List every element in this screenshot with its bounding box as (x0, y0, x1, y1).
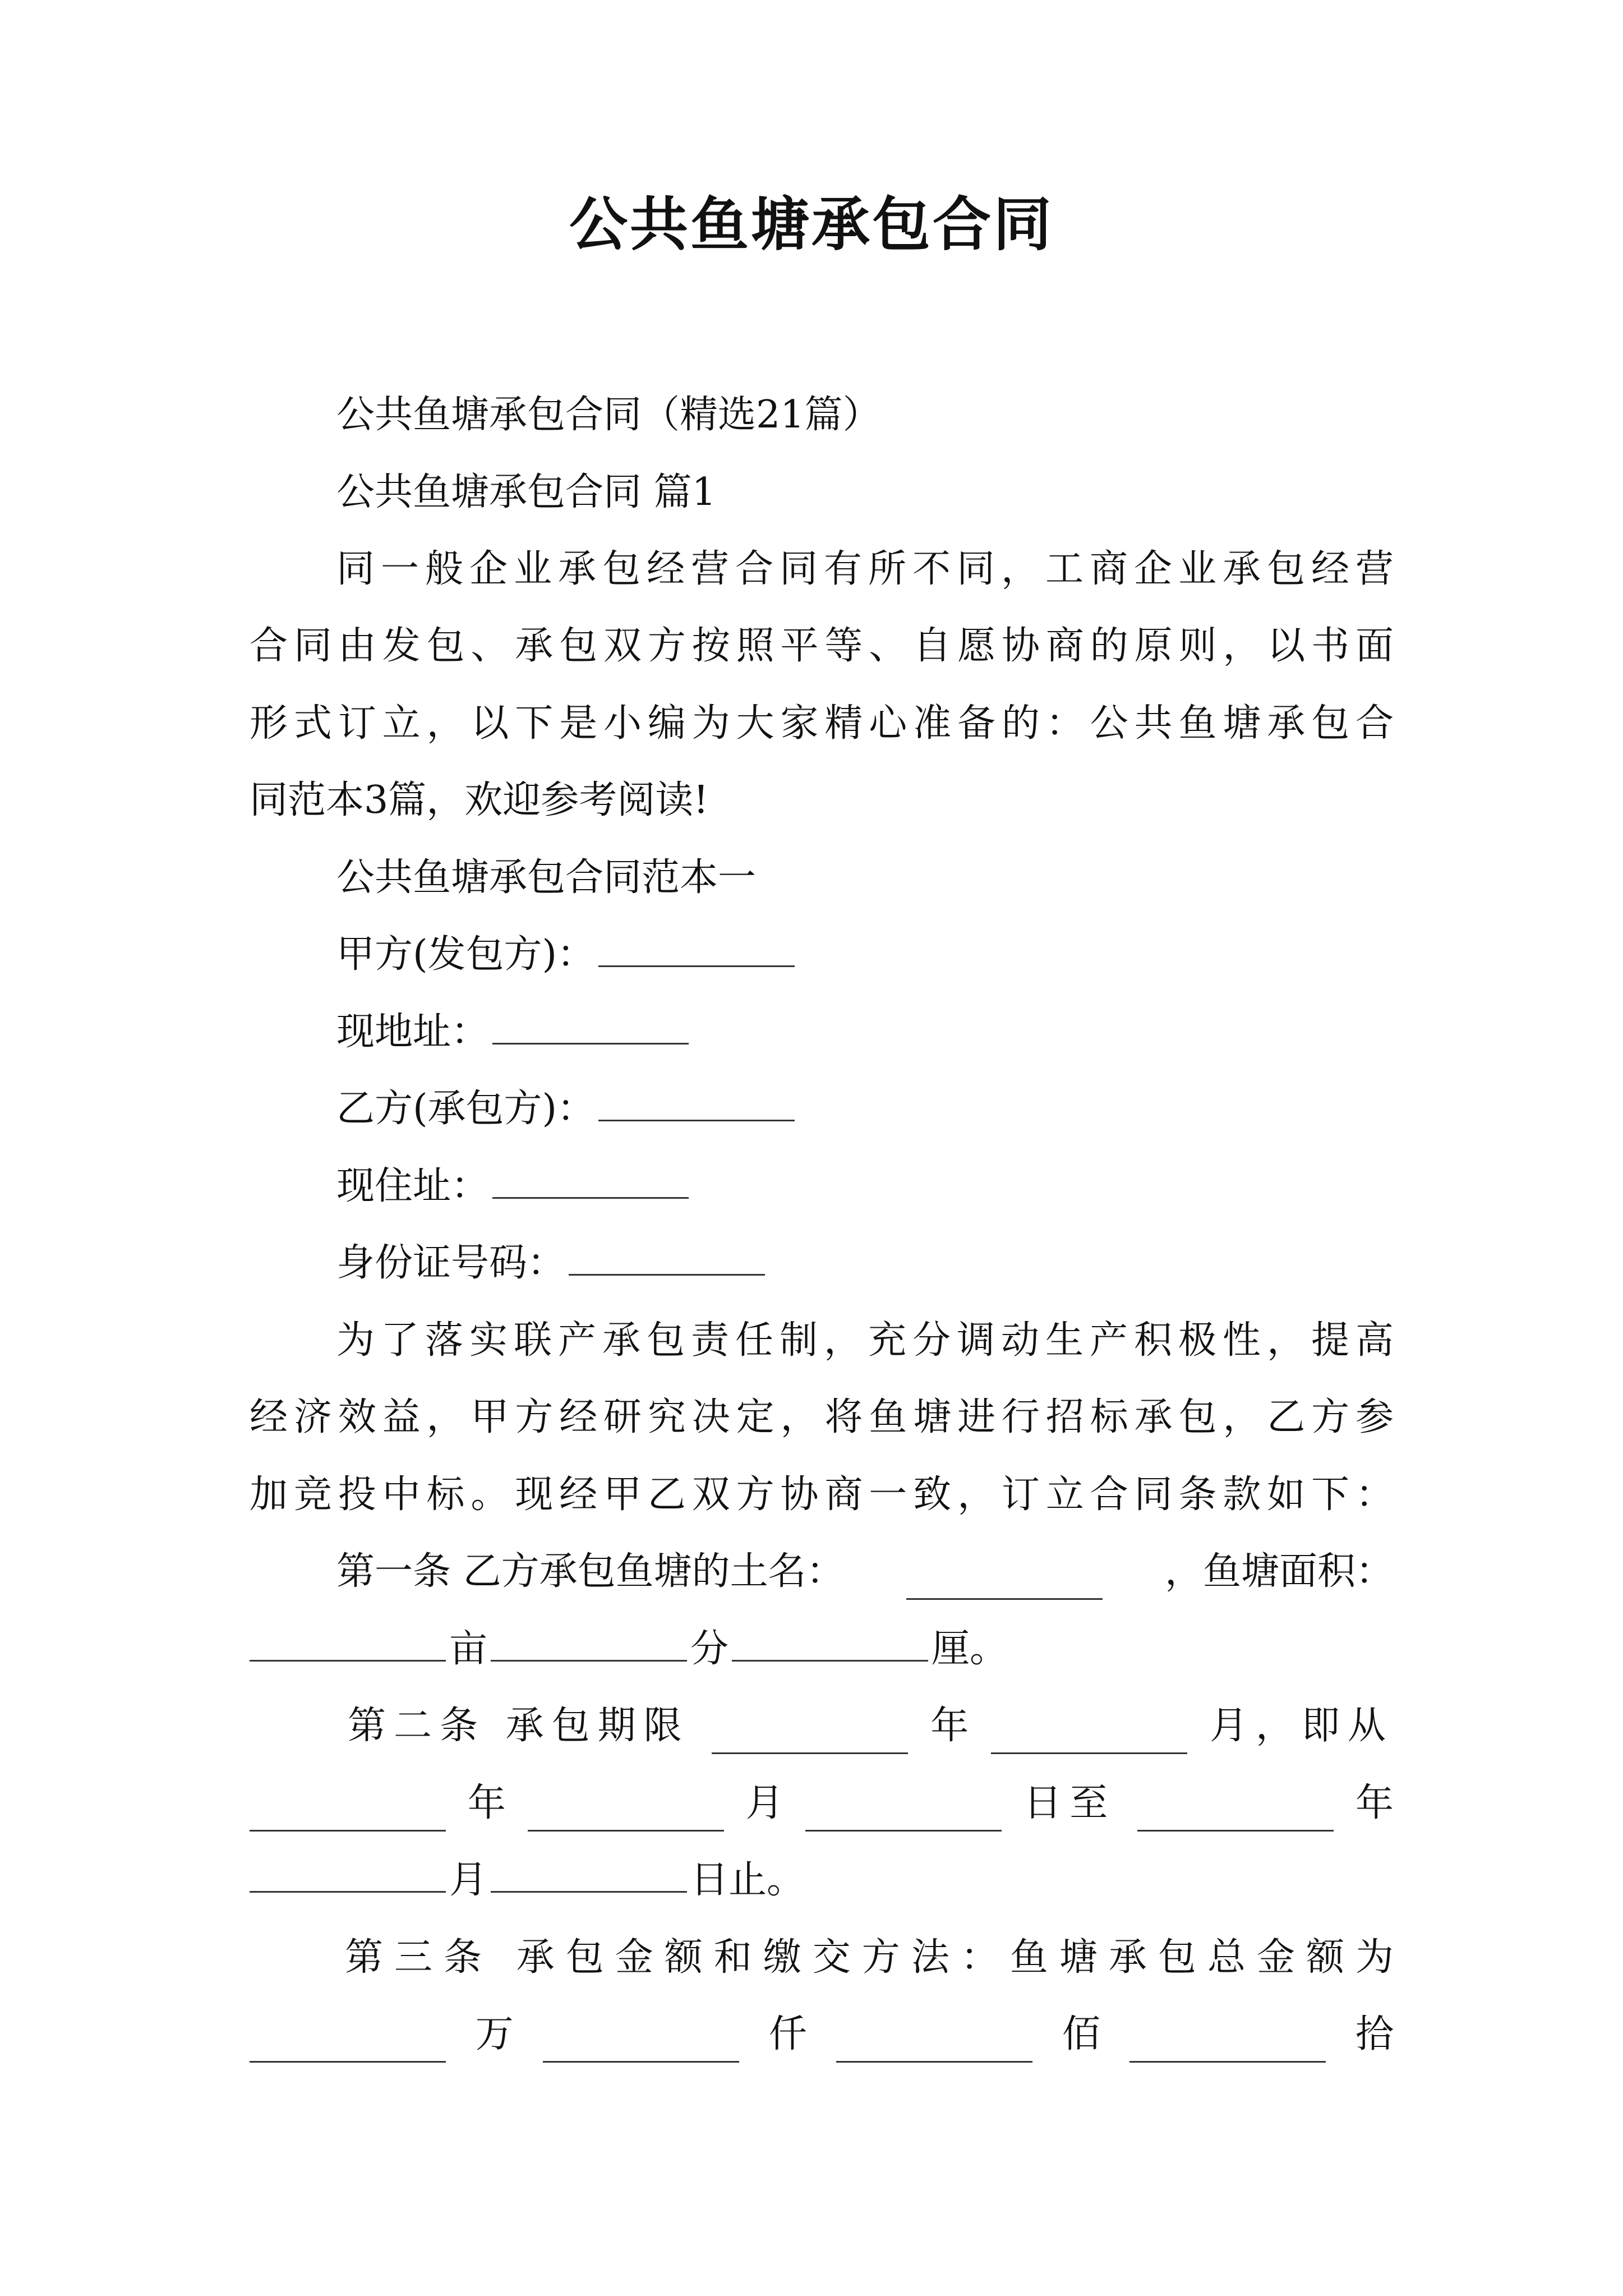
article-1-mid: ，鱼塘面积： (1164, 1549, 1394, 1594)
article-3-line-1: 第三条 承包金额和缴交方法：鱼塘承包总金额为 (345, 1935, 1394, 1980)
article-2-line-1 (348, 1698, 1394, 1754)
area-fen-blank[interactable] (491, 1626, 687, 1662)
address-b-line (336, 1158, 1394, 1214)
unit-end-month: 月 (449, 1858, 488, 1902)
intro-line-4: 同范本3篇，欢迎参考阅读! (250, 778, 709, 822)
id-number-blank[interactable] (569, 1240, 765, 1276)
section-heading: 公共鱼塘承包合同 篇1 (336, 470, 716, 514)
unit-shi: 拾 (1355, 2012, 1394, 2056)
document-subtitle: 公共鱼塘承包合同（精选21篇） (336, 393, 881, 437)
address-a-line (336, 1004, 1394, 1060)
party-a-line (336, 927, 1394, 983)
start-month-blank[interactable] (528, 1796, 724, 1832)
address-b-blank[interactable] (492, 1163, 689, 1199)
amount-bai-blank[interactable] (836, 2027, 1032, 2063)
amount-wan-blank[interactable] (250, 2027, 446, 2063)
address-a-blank[interactable] (492, 1009, 689, 1045)
party-a-label: 甲方(发包方)： (336, 932, 596, 977)
id-number-line (336, 1235, 1394, 1291)
intro-line-1: 同一般企业承包经营合同有所不同，工商企业承包经营 (336, 547, 1394, 591)
start-year-blank[interactable] (250, 1796, 446, 1832)
party-b-label: 乙方(承包方)： (336, 1087, 596, 1131)
unit-end-day: 日止。 (690, 1858, 805, 1902)
article-2-line-3 (250, 1852, 1394, 1908)
purpose-line-2: 经济效益，甲方经研究决定，将鱼塘进行招标承包，乙方参 (250, 1395, 1394, 1439)
article-2-lead: 第二条 承包期限 (348, 1704, 690, 1748)
purpose-line-1: 为了落实联产承包责任制，充分调动生产积极性，提高 (336, 1318, 1394, 1363)
id-number-label: 身份证号码： (336, 1241, 566, 1285)
party-b-line (336, 1081, 1394, 1137)
document-title: 公共鱼塘承包合同 (569, 190, 1054, 259)
start-day-blank[interactable] (805, 1796, 1002, 1832)
unit-year: 年 (930, 1704, 969, 1748)
unit-mu: 亩 (449, 1627, 488, 1671)
term-months-blank[interactable] (991, 1719, 1187, 1754)
amount-qian-blank[interactable] (543, 2027, 739, 2063)
unit-fen: 分 (690, 1627, 729, 1671)
article-3-line-2 (250, 2007, 1394, 2063)
unit-month-from: 月，即从 (1209, 1704, 1394, 1748)
article-1-line-2 (250, 1621, 1394, 1677)
party-b-blank[interactable] (598, 1086, 795, 1121)
address-b-label: 现住址： (336, 1164, 490, 1208)
unit-bai: 佰 (1062, 2012, 1100, 2056)
purpose-line-3: 加竞投中标。现经甲乙双方协商一致，订立合同条款如下： (250, 1473, 1394, 1517)
pond-name-blank[interactable] (906, 1565, 1103, 1600)
end-year-blank[interactable] (1137, 1796, 1334, 1832)
intro-line-3: 形式订立，以下是小编为大家精心准备的：公共鱼塘承包合 (250, 701, 1394, 746)
article-2-line-2 (250, 1775, 1394, 1832)
term-years-blank[interactable] (712, 1719, 908, 1754)
intro-line-2: 合同由发包、承包双方按照平等、自愿协商的原则，以书面 (250, 624, 1394, 668)
sample-title: 公共鱼塘承包合同范本一 (336, 855, 757, 900)
unit-qian: 仟 (768, 2012, 807, 2056)
unit-start-day-to: 日至 (1023, 1781, 1116, 1825)
unit-li: 厘。 (932, 1627, 1008, 1671)
end-day-blank[interactable] (491, 1857, 687, 1893)
unit-start-year: 年 (467, 1781, 506, 1825)
amount-shi-blank[interactable] (1129, 2027, 1326, 2063)
area-li-blank[interactable] (732, 1626, 928, 1662)
area-mu-blank[interactable] (250, 1626, 446, 1662)
article-1-lead: 第一条 乙方承包鱼塘的土名： (336, 1549, 845, 1594)
article-1-line-1 (336, 1544, 1394, 1600)
end-month-blank[interactable] (250, 1857, 446, 1893)
address-a-label: 现地址： (336, 1010, 490, 1054)
unit-start-month: 月 (745, 1781, 784, 1825)
unit-end-year: 年 (1355, 1781, 1394, 1825)
unit-wan: 万 (475, 2012, 514, 2056)
party-a-blank[interactable] (598, 932, 795, 967)
